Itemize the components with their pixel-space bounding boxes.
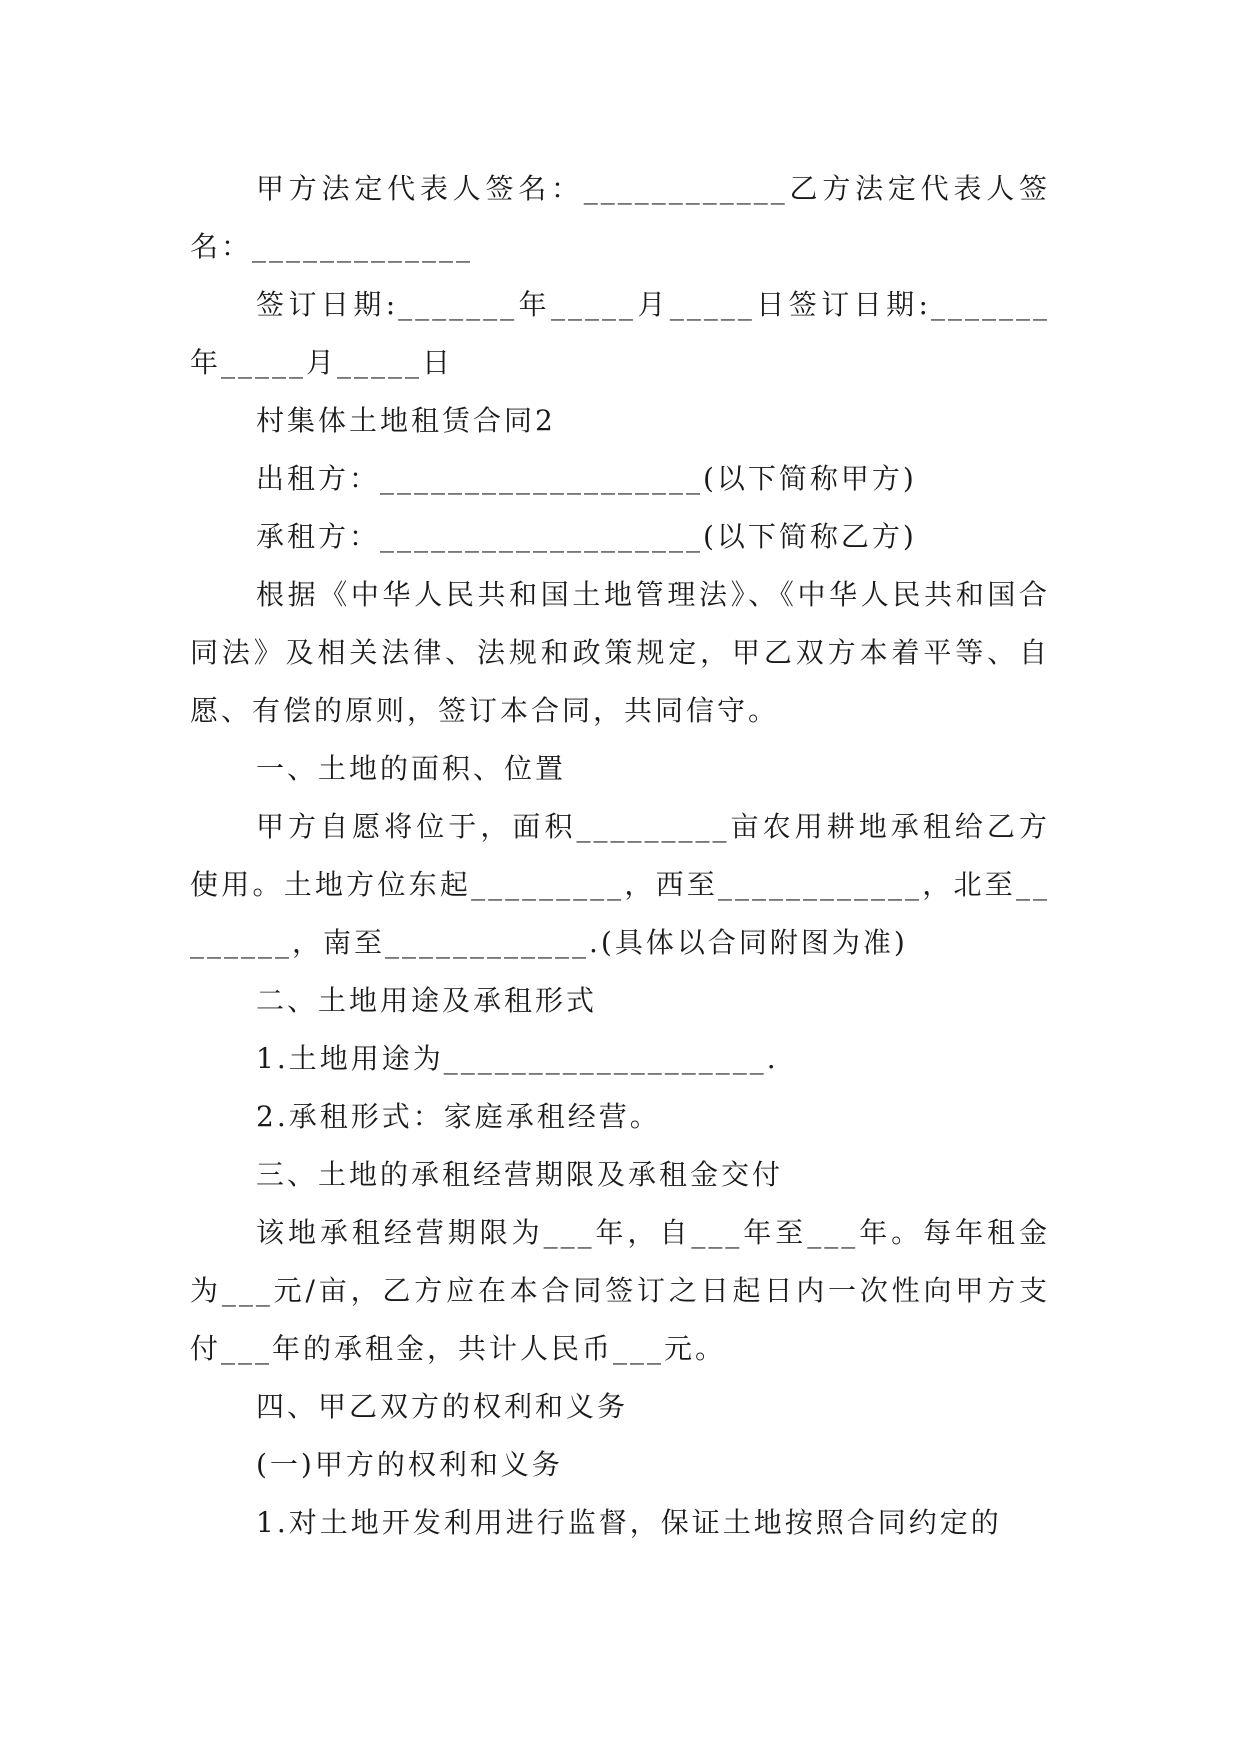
document-body (190, 160, 1050, 1552)
lessor-line: 出租方：___________________(以下简称甲方) (256, 462, 917, 495)
obligation-item-1: 1.对土地开发利用进行监督，保证土地按照合同约定的 (256, 1506, 1002, 1539)
preamble-paragraph: 根据《中华人民共和国土地管理法》、《中华人民共和国合同法》及相关法律、法规和政策规定，甲乙双方本着平等、自愿、有偿的原则，签订本合同，共同信守。 (190, 578, 1050, 727)
section-heading-2: 二、土地用途及承租形式 (256, 984, 598, 1017)
section-heading-4: 四、甲乙双方的权利和义务 (256, 1390, 629, 1423)
subsection-heading: (一)甲方的权利和义务 (256, 1448, 563, 1481)
lease-form-item: 2.承租形式：家庭承租经营。 (256, 1100, 661, 1133)
signature-line: 甲方法定代表人签名：____________乙方法定代表人签名：_____________ (190, 172, 1050, 263)
contract-title: 村集体土地租赁合同2 (256, 404, 556, 437)
land-location-paragraph: 甲方自愿将位于，面积_________亩农用耕地承租给乙方使用。土地方位东起_________，西至____________，北至________，南至____________.(具体以合同附图为准) (190, 810, 1050, 959)
land-use-item: 1.土地用途为___________________. (256, 1042, 779, 1075)
lessee-line: 承租方：___________________(以下简称乙方) (256, 520, 917, 553)
section-heading-3: 三、土地的承租经营期限及承租金交付 (256, 1158, 784, 1191)
section-heading-1: 一、土地的面积、位置 (256, 752, 567, 785)
lease-term-paragraph: 该地承租经营期限为___年，自___年至___年。每年租金为___元/亩，乙方应在本合同签订之日起日内一次性向甲方支付___年的承租金，共计人民币___元。 (190, 1216, 1050, 1365)
signing-date-line: 签订日期:_______年_____月_____日签订日期:_______年_____月_____日 (190, 288, 1050, 379)
